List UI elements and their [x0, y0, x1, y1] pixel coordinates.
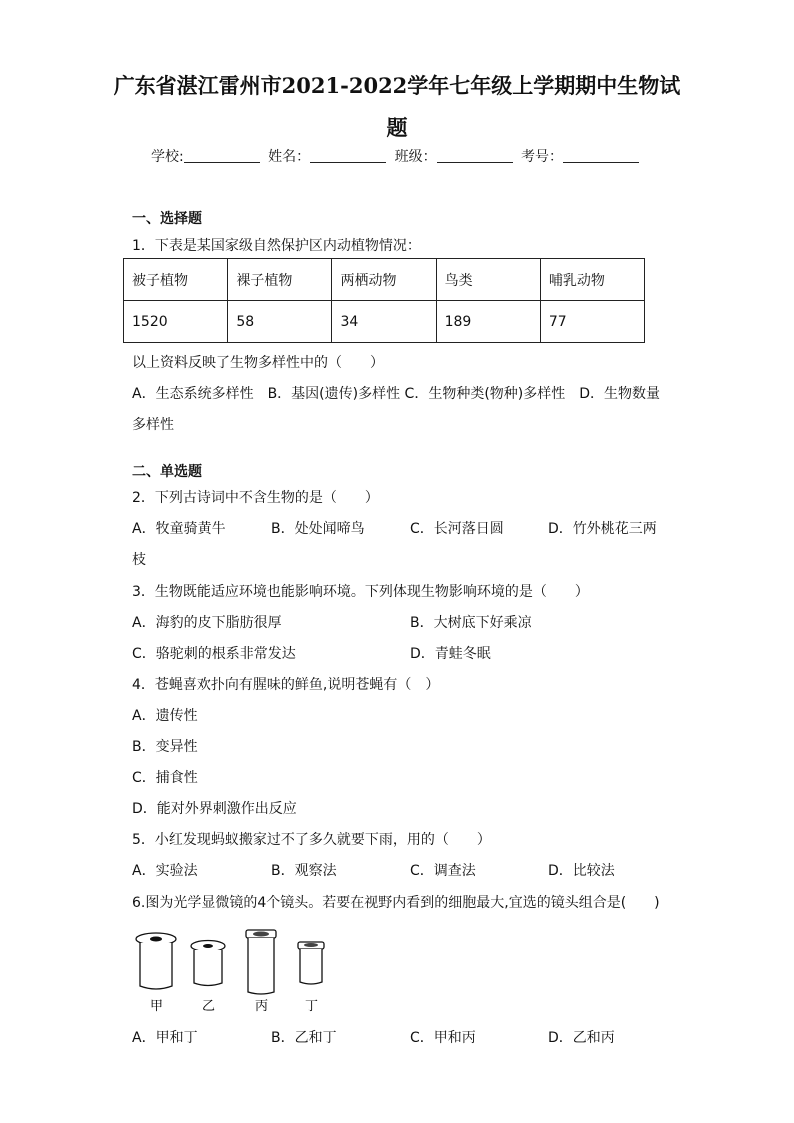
table-cell: 77 — [540, 301, 644, 343]
q6-option-c: C．甲和丙 — [410, 1030, 476, 1046]
q1-options-line1: A．生态系统多样性 B．基因(遗传)多样性 C．生物种类(物种)多样性 D．生物数量 — [132, 386, 661, 402]
class-label: 班级： — [394, 149, 437, 165]
q3-stem: 3．生物既能适应环境也能影响环境。下列体现生物影响环境的是（ ） — [132, 584, 589, 600]
q1-stem: 1．下表是某国家级自然保护区内动植物情况： — [132, 238, 421, 254]
q4-option-d: D．能对外界刺激作出反应 — [132, 801, 297, 817]
lens-label: 乙 — [202, 999, 216, 1014]
q1-ask: 以上资料反映了生物多样性中的（ ） — [132, 355, 384, 371]
section-heading-single: 二、单选题 — [132, 464, 202, 480]
table-cell: 189 — [436, 301, 540, 343]
table-row — [124, 301, 645, 343]
q2-option-a: A．牧童骑黄牛 — [132, 521, 226, 537]
q5-option-d: D．比较法 — [548, 863, 615, 879]
q5-stem: 5．小红发现蚂蚁搬家过不了多久就要下雨，用的（ ） — [132, 832, 491, 848]
q2-option-d-cont: 枝 — [132, 552, 146, 568]
microscope-lenses-figure — [128, 926, 338, 1016]
name-blank — [310, 148, 386, 163]
lens-ding — [298, 942, 324, 984]
student-info-row — [0, 146, 794, 166]
table-header-cell: 两栖动物 — [332, 259, 436, 301]
table-header-row — [124, 259, 645, 301]
q4-stem: 4．苍蝇喜欢扑向有腥味的鲜鱼,说明苍蝇有（ ） — [132, 677, 440, 693]
exam-no-blank — [563, 148, 639, 163]
q3-option-d: D．青蛙冬眠 — [410, 646, 491, 662]
q5-option-a: A．实验法 — [132, 863, 198, 879]
exam-no-label: 考号： — [521, 149, 564, 165]
class-blank — [437, 148, 513, 163]
table-cell: 58 — [228, 301, 332, 343]
q5-option-c: C．调查法 — [410, 863, 476, 879]
section-heading-choice: 一、选择题 — [132, 211, 202, 227]
school-label: 学校: — [150, 149, 184, 165]
q2-stem: 2．下列古诗词中不含生物的是（ ） — [132, 490, 379, 506]
q4-option-b: B．变异性 — [132, 739, 198, 755]
lens-bing — [246, 930, 276, 994]
table-header-cell: 哺乳动物 — [540, 259, 644, 301]
q2-option-c: C．长河落日圆 — [410, 521, 504, 537]
q4-option-a: A．遗传性 — [132, 708, 198, 724]
q5-option-b: B．观察法 — [271, 863, 337, 879]
exam-title-line1: 广东省湛江雷州市2021-2022学年七年级上学期期中生物试 — [113, 73, 681, 98]
table-cell: 34 — [332, 301, 436, 343]
q3-option-a: A．海豹的皮下脂肪很厚 — [132, 615, 282, 631]
table-header-cell: 鸟类 — [436, 259, 540, 301]
q4-option-c: C．捕食性 — [132, 770, 198, 786]
q3-option-b: B．大树底下好乘凉 — [410, 615, 532, 631]
school-blank — [184, 148, 260, 163]
name-label: 姓名： — [268, 149, 311, 165]
q6-option-d: D．乙和丙 — [548, 1030, 615, 1046]
q2-option-d: D．竹外桃花三两 — [548, 521, 657, 537]
lens-label: 甲 — [150, 999, 164, 1014]
q1-options-line2: 多样性 — [132, 417, 174, 433]
lens-label: 丁 — [305, 999, 319, 1014]
q6-option-b: B．乙和丁 — [271, 1030, 337, 1046]
lens-jia — [136, 933, 176, 989]
table-header-cell: 裸子植物 — [228, 259, 332, 301]
q6-option-a: A．甲和丁 — [132, 1030, 198, 1046]
exam-title-line2: 题 — [386, 115, 408, 140]
q2-option-b: B．处处闻啼鸟 — [271, 521, 365, 537]
lens-label: 丙 — [255, 999, 269, 1014]
q6-stem: 6.图为光学显微镜的4个镜头。若要在视野内看到的细胞最大,宜选的镜头组合是( ) — [132, 895, 660, 911]
q3-option-c: C．骆驼刺的根系非常发达 — [132, 646, 296, 662]
lens-yi — [191, 941, 225, 986]
table-header-cell: 被子植物 — [124, 259, 228, 301]
reserve-species-table — [123, 258, 645, 343]
table-cell: 1520 — [124, 301, 228, 343]
